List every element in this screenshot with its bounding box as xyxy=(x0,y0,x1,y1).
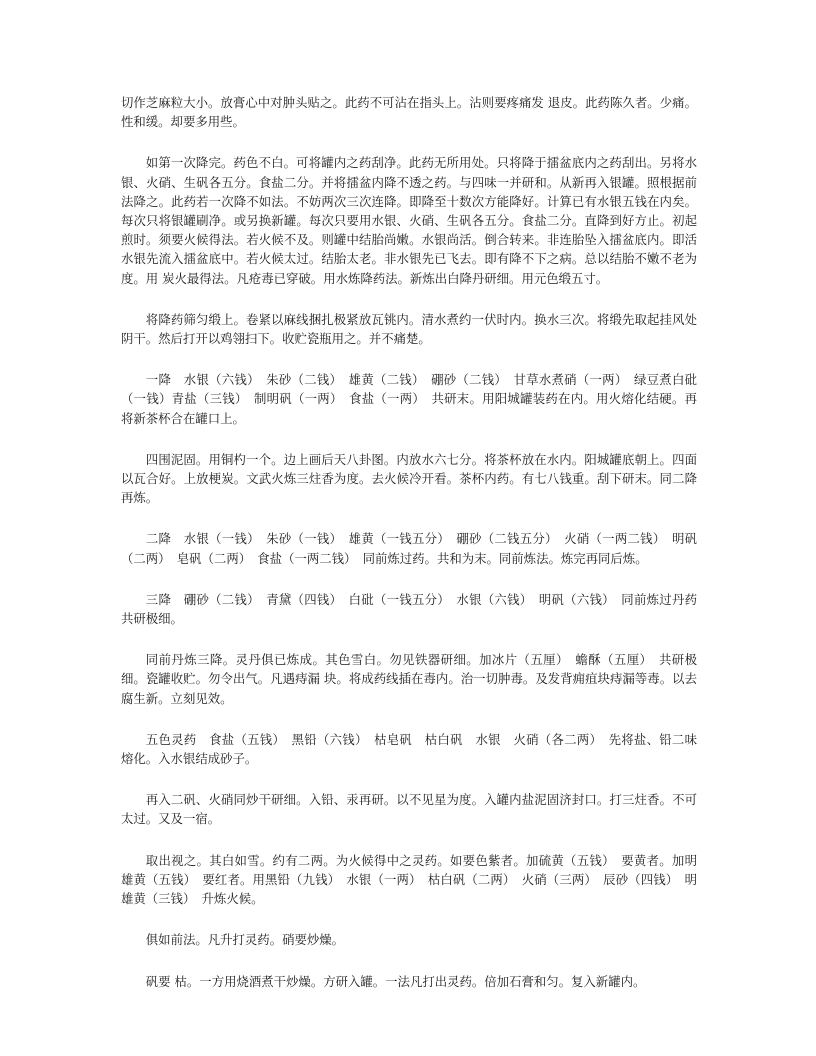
paragraph: 俱如前法。凡升打灵药。硝要炒燥。 xyxy=(145,932,345,948)
paragraph: 二降 水银（一钱） 朱砂（一钱） 雄黄（一钱五分） 硼砂（二钱五分） 火硝（一两二钱） 明矾（二两） 皂矾（二两） 食盐（一两二钱） 同前炼过药。共和为末。同前炼法。炼完再同后炼。 xyxy=(121,531,697,566)
paragraph: 将降药筛匀缎上。卷紧以麻线捆扎极紧放瓦铫内。清水煮约一伏时内。换水三次。将缎先取起挂风处阴干。然后打开以鸡翎扫下。收贮瓷瓶用之。并不痛楚。 xyxy=(121,311,697,347)
paragraph: 再入二矾、火硝同炒干研细。入铅、汞再研。以不见星为度。入罐内盐泥固济封口。打三炷香。不可太过。又及一宿。 xyxy=(121,792,697,827)
paragraph: 取出视之。其白如雪。约有二两。为火候得中之灵药。如要色紫者。加硫黄（五钱） 要黄者。加明雄黄（五钱） 要红者。用黑铅（九钱） 水银（一两） 枯白矾（二两） 火硝（三两） 辰砂（四钱） 明雄黄（三钱） 升炼火候。 xyxy=(121,852,697,907)
paragraph: 三降 硼砂（二钱） 青黛（四钱） 白砒（一钱五分） 水银（六钱） 明矾（六钱） 同前炼过丹药共研极细。 xyxy=(121,591,697,627)
paragraph: 四围泥固。用铜杓一个。边上画后天八卦图。内放水六七分。将茶杯放在水内。阳城罐底朝上。四面以瓦合好。上放梗炭。文武火炼三炷香为度。去火候冷开看。茶杯内药。有七八钱重。刮下研末。同二降再炼。 xyxy=(121,451,697,506)
paragraph: 切作芝麻粒大小。放膏心中对肿头贴之。此药不可沾在指头上。沾则要疼痛发 退皮。此药陈久者。少痛。性和缓。却要多用些。 xyxy=(121,95,697,130)
paragraph: 如第一次降完。药色不白。可将罐内之药刮净。此药无所用处。只将降于擂盆底内之药刮出。另将水银、火硝、生矾各五分。食盐二分。并将擂盆内降不透之药。与四味一并研和。从新再入银罐。照根据前法降之。此药若一次降不如法。不妨两次三次连降。即降至十数次方能降好。计算已有水银五钱在内矣。每次只将银罐刷净。或另换新罐。每次只要用水银、火硝、生矾各五分。食盐二分。直降到好方止。初起煎时。须要火候得法。若火候不及。则罐中结胎尚嫩。水银尚活。倒合转来。非连胎坠入擂盆底内。即活水银先流入擂盆底中。若火候太过。结胎太老。非水银先已飞去。即有降不下之病。总以结胎不嫩不老为度。用 炭火最得法。凡疮毒已穿破。用水炼降药法。新炼出白降丹研细。用元色缎五寸。 xyxy=(121,155,697,286)
paragraph: 五色灵药 食盐（五钱） 黑铅（六钱） 枯皂矾 枯白矾 水银 火硝（各二两） 先将盐、铅二味熔化。入水银结成砂子。 xyxy=(121,731,697,767)
paragraph: 矾要 枯。一方用烧酒煮干炒燥。方研入罐。一法凡打出灵药。倍加石膏和匀。复入新罐内。 xyxy=(145,973,646,989)
document-body xyxy=(121,93,697,1013)
paragraph: 同前丹炼三降。灵丹俱已炼成。其色雪白。勿见铁器研细。加冰片（五厘） 蟾酥（五厘） 共研极细。瓷罐收贮。勿令出气。凡遇痔漏 块。将成药线插在毒内。治一切肿毒。及发背痈疽块痔漏等毒。以去腐生新。立刻见效。 xyxy=(121,652,697,706)
paragraph: 一降 水银（六钱） 朱砂（二钱） 雄黄（二钱） 硼砂（二钱） 甘草水煮硝（一两） 绿豆煮白砒（一钱）青盐（三钱） 制明矾（一两） 食盐（一两） 共研末。用阳城罐装药在内。用火熔化结硬。再将新茶杯合在罐口上。 xyxy=(121,372,697,426)
